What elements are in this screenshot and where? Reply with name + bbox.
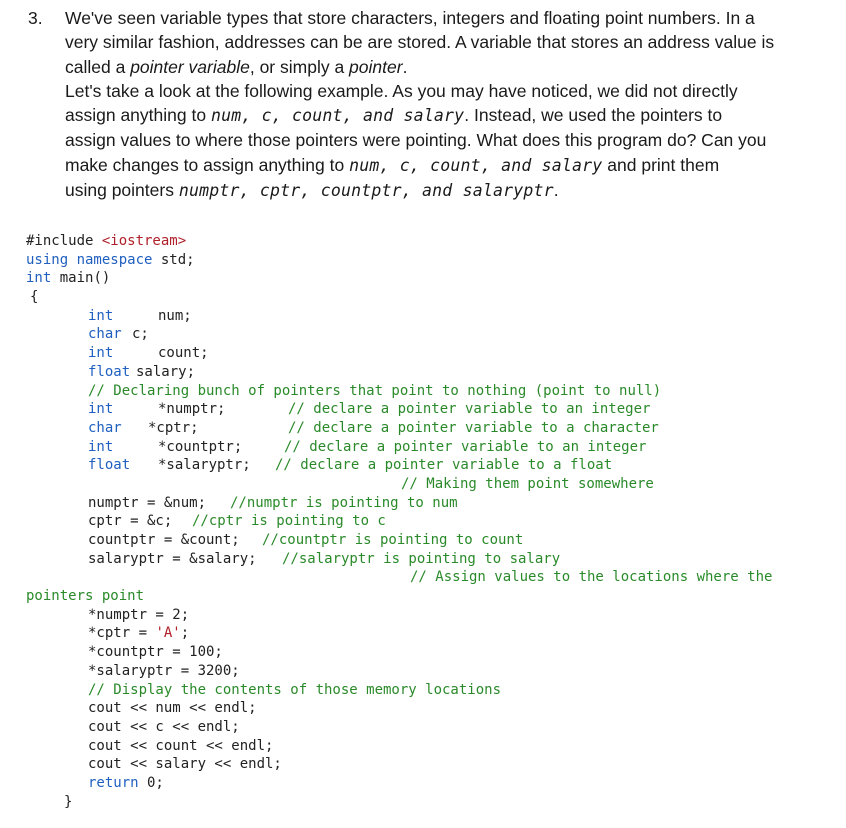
code-text: salary; bbox=[136, 363, 196, 380]
deref-cptr-line bbox=[88, 624, 189, 643]
question-text bbox=[65, 6, 828, 203]
question-line bbox=[65, 55, 828, 79]
code-text: std; bbox=[152, 251, 195, 268]
code-line bbox=[0, 606, 846, 625]
question-line bbox=[65, 178, 828, 203]
text-run: assign anything to bbox=[65, 105, 211, 126]
code-line bbox=[0, 382, 846, 401]
question-line bbox=[65, 103, 828, 128]
code-comment: //countptr is pointing to count bbox=[262, 532, 524, 548]
code-comment: //cptr is pointing to c bbox=[192, 513, 386, 530]
keyword: int bbox=[88, 307, 114, 324]
code-line bbox=[0, 699, 846, 718]
code-line bbox=[0, 307, 846, 326]
code-text: salaryptr = &salary; bbox=[88, 550, 257, 567]
code-line bbox=[0, 419, 846, 438]
code-line bbox=[0, 325, 846, 344]
inline-code: numptr, cptr, countptr, and salaryptr bbox=[178, 181, 554, 201]
text-run: . bbox=[553, 180, 559, 201]
code-line bbox=[0, 774, 846, 793]
keyword: int bbox=[88, 401, 114, 418]
code-line bbox=[0, 662, 846, 681]
code-line bbox=[0, 718, 846, 737]
code-comment: // Display the contents of those memory locations bbox=[88, 681, 502, 698]
code-text: cout << count << endl; bbox=[88, 737, 274, 754]
code-comment: //salaryptr is pointing to salary bbox=[282, 550, 561, 567]
text-run: . bbox=[402, 56, 408, 77]
code-comment: // Declaring bunch of pointers that point to nothing (point to null) bbox=[88, 382, 662, 399]
close-brace: } bbox=[64, 793, 73, 810]
code-text: countptr = &count; bbox=[88, 532, 240, 548]
include-header: <iostream> bbox=[101, 233, 187, 249]
code-line bbox=[0, 344, 846, 363]
question-line bbox=[65, 6, 828, 30]
code-line bbox=[0, 512, 846, 531]
question-line bbox=[65, 128, 828, 152]
code-line bbox=[0, 755, 846, 774]
text-run: called a bbox=[65, 56, 131, 77]
code-line bbox=[0, 587, 846, 606]
code-line bbox=[0, 737, 846, 756]
code-line bbox=[0, 793, 846, 812]
using-line bbox=[26, 251, 195, 270]
code-text: cout << num << endl; bbox=[88, 700, 257, 717]
code-line bbox=[0, 568, 846, 587]
code-line bbox=[0, 288, 846, 307]
code-line bbox=[0, 456, 846, 475]
code-text: cout << salary << endl; bbox=[88, 756, 282, 773]
code-text: *salaryptr; bbox=[158, 457, 251, 474]
text-run: using pointers bbox=[65, 180, 179, 201]
code-text: *salaryptr = 3200; bbox=[88, 662, 240, 679]
text-run: and print them bbox=[602, 154, 720, 175]
question-line bbox=[65, 30, 828, 54]
code-comment: // declare a pointer variable to a character bbox=[288, 419, 659, 436]
text-run: make changes to assign anything to bbox=[65, 154, 350, 175]
code-text: *numptr; bbox=[158, 401, 226, 418]
code-line bbox=[0, 624, 846, 643]
keyword: char bbox=[88, 326, 122, 343]
code-text: cptr = &c; bbox=[88, 513, 173, 530]
inline-code: num, c, count, and salary bbox=[349, 155, 603, 175]
text-run: . Instead, we used the pointers to bbox=[464, 105, 723, 126]
code-text: *cptr; bbox=[148, 419, 199, 436]
code-text: numptr = &num; bbox=[88, 494, 207, 511]
code-line bbox=[0, 475, 846, 494]
text-run: Let's take a look at the following example. As you may have noticed, we did not directly bbox=[65, 80, 738, 101]
code-text: *countptr; bbox=[158, 438, 243, 455]
keyword: int bbox=[26, 270, 52, 287]
code-text: *cptr = bbox=[88, 625, 156, 642]
code-text: cout << c << endl; bbox=[88, 718, 240, 735]
keyword: int bbox=[88, 345, 114, 362]
code-text: count; bbox=[158, 345, 209, 362]
code-comment: // declare a pointer variable to an integer bbox=[284, 438, 647, 455]
code-comment: // Making them point somewhere bbox=[401, 475, 654, 492]
code-line bbox=[0, 400, 846, 419]
code-comment: // Assign values to the locations where the bbox=[410, 569, 773, 586]
text-run: very similar fashion, addresses can be are stored. A variable that stores an address value is bbox=[65, 32, 775, 53]
code-line bbox=[0, 550, 846, 569]
inline-code: num, c, count, and salary bbox=[210, 106, 465, 126]
keyword: char bbox=[88, 419, 122, 436]
code-line bbox=[0, 438, 846, 457]
code-line bbox=[0, 531, 846, 550]
code-comment: // declare a pointer variable to a float bbox=[275, 457, 613, 474]
include-line bbox=[26, 232, 186, 251]
text-run: assign values to where those pointers were pointing. What does this program do? Can you bbox=[65, 130, 767, 151]
term-pointer: pointer bbox=[349, 56, 403, 77]
char-literal: 'A' bbox=[155, 625, 181, 642]
code-line bbox=[0, 643, 846, 662]
code-listing bbox=[0, 232, 846, 811]
code-line bbox=[0, 269, 846, 288]
code-text: 0; bbox=[138, 774, 164, 791]
text-run: , or simply a bbox=[249, 56, 350, 77]
code-comment: pointers point bbox=[26, 588, 145, 605]
question-number: 3. bbox=[28, 8, 43, 28]
keyword: return bbox=[88, 774, 139, 791]
code-text: num; bbox=[158, 307, 192, 324]
question-block bbox=[28, 6, 828, 203]
code-line bbox=[0, 232, 846, 251]
keyword: int bbox=[88, 438, 114, 455]
keyword: float bbox=[88, 363, 131, 380]
open-brace: { bbox=[30, 289, 39, 306]
code-line bbox=[0, 494, 846, 513]
code-text: c; bbox=[132, 326, 149, 343]
code-line bbox=[0, 363, 846, 382]
return-line bbox=[88, 774, 164, 793]
term-pointer-variable: pointer variable bbox=[130, 56, 250, 77]
code-line bbox=[0, 251, 846, 270]
code-text: *numptr = 2; bbox=[88, 606, 190, 623]
keyword: using namespace bbox=[26, 251, 153, 268]
text-run: We've seen variable types that store characters, integers and floating point numbers. In a bbox=[65, 8, 755, 28]
question-line bbox=[65, 153, 828, 178]
main-signature bbox=[26, 269, 110, 288]
code-comment: //numptr is pointing to num bbox=[230, 494, 458, 511]
code-comment: // declare a pointer variable to an integer bbox=[288, 401, 651, 418]
question-line bbox=[65, 79, 828, 103]
include-directive: #include bbox=[26, 233, 102, 249]
code-text: main() bbox=[51, 270, 111, 287]
keyword: float bbox=[88, 457, 131, 474]
code-text: *countptr = 100; bbox=[88, 644, 223, 661]
code-line bbox=[0, 681, 846, 700]
code-text: ; bbox=[180, 625, 190, 642]
